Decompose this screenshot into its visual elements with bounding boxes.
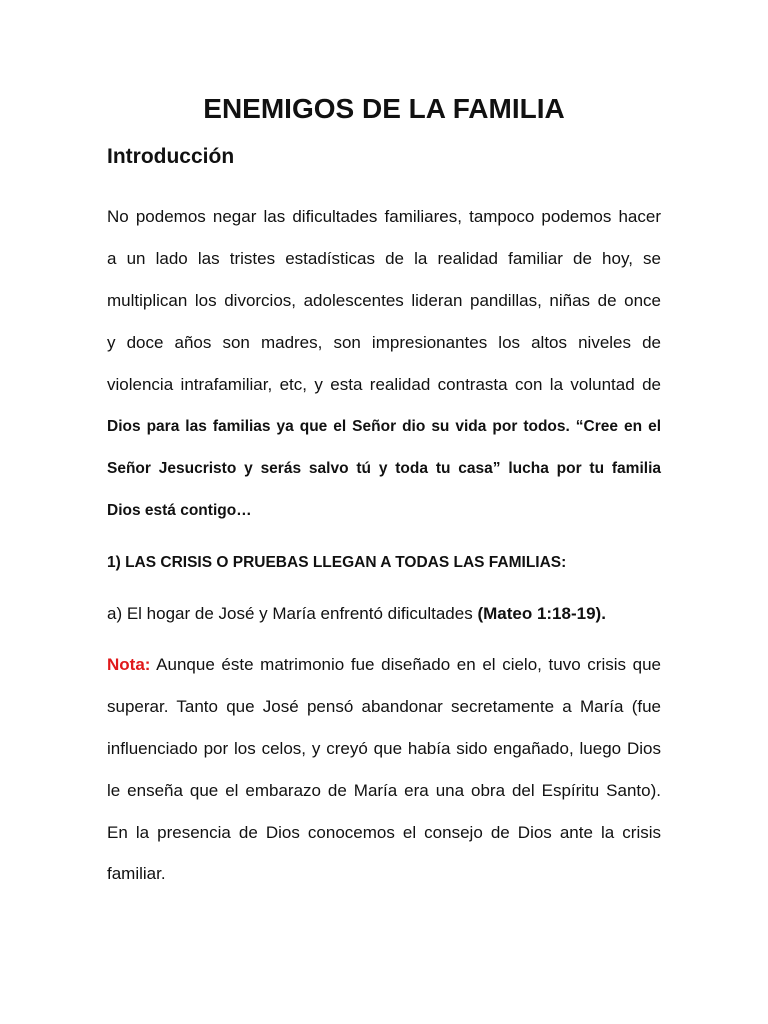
note-line-1 [107, 653, 661, 677]
note-line-5: En la presencia de Dios conocemos el consejo de Dios ante la crisis [107, 823, 661, 842]
intro-line-2: a un lado las tristes estadísticas de la realidad familiar de hoy, se [107, 249, 661, 268]
point-a-text: a) El hogar de José y María enfrentó dificultades [107, 604, 473, 623]
intro-line-8: Dios está contigo… [107, 502, 252, 519]
point-a [107, 602, 661, 626]
intro-line-6: Dios para las familias ya que el Señor dio su vida por todos. “Cree en el [107, 418, 661, 435]
note-line-1-text: Aunque éste matrimonio fue diseñado en el cielo, tuvo crisis que [156, 655, 661, 674]
note-line-4: le enseña que el embarazo de María era una obra del Espíritu Santo). [107, 781, 661, 800]
note-line-2: superar. Tanto que José pensó abandonar secretamente a María (fue [107, 697, 661, 716]
intro-line-7: Señor Jesucristo y serás salvo tú y toda tu casa” lucha por tu familia [107, 460, 661, 477]
note-label: Nota: [107, 655, 151, 674]
intro-line-3: multiplican los divorcios, adolescentes lideran pandillas, niñas de once [107, 291, 661, 310]
note-line-6: familiar. [107, 864, 166, 883]
section-1-heading: 1) LAS CRISIS O PRUEBAS LLEGAN A TODAS LAS FAMILIAS: [107, 554, 567, 571]
document-title: ENEMIGOS DE LA FAMILIA [203, 93, 565, 124]
intro-line-5: violencia intrafamiliar, etc, y esta realidad contrasta con la voluntad de [107, 375, 661, 394]
intro-line-4: y doce años son madres, son impresionantes los altos niveles de [107, 333, 661, 352]
intro-line-1: No podemos negar las dificultades familiares, tampoco podemos hacer [107, 207, 661, 226]
section-heading-introduccion: Introducción [107, 145, 235, 168]
note-line-3: influenciado por los celos, y creyó que había sido engañado, luego Dios [107, 739, 661, 758]
point-a-reference: (Mateo 1:18-19). [477, 604, 606, 623]
